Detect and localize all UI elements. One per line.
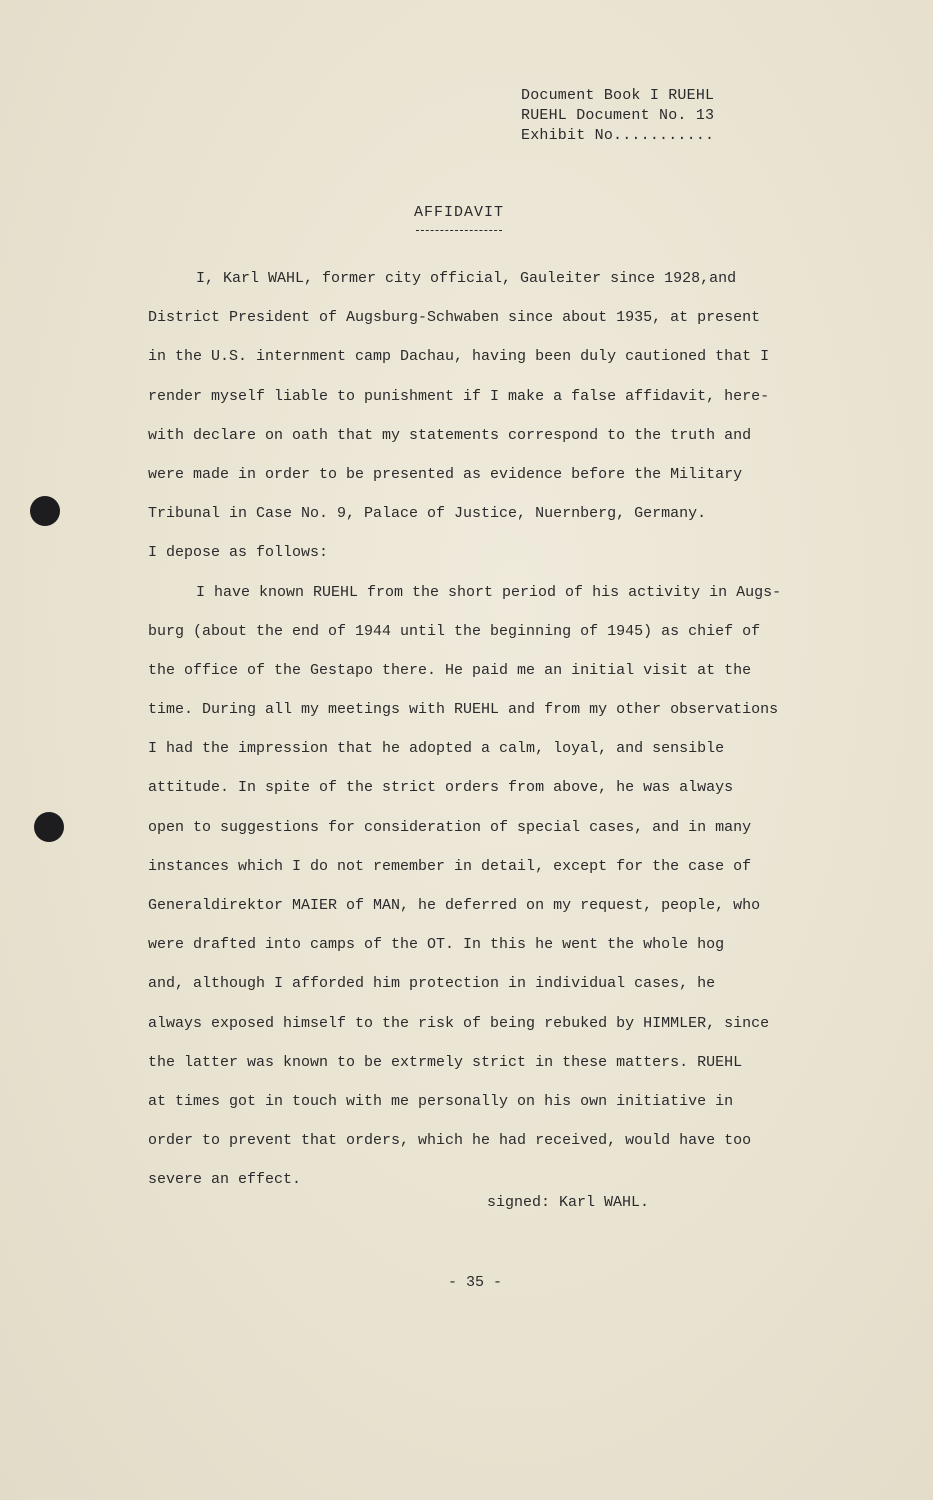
text-line: burg (about the end of 1944 until the beginning of 1945) as chief of	[148, 622, 761, 640]
punch-hole-bottom	[34, 812, 64, 842]
document-number-line: RUEHL Document No. 13	[521, 107, 715, 124]
text-line: with declare on oath that my statements correspond to the truth and	[148, 426, 752, 444]
text-line: always exposed himself to the risk of being rebuked by HIMMLER, since	[148, 1014, 770, 1032]
text-line: at times got in touch with me personally on his own initiative in	[148, 1092, 734, 1110]
affidavit-title: AFFIDAVIT	[414, 204, 505, 221]
text-line: order to prevent that orders, which he had received, would have too	[148, 1132, 752, 1150]
document-reference-block	[521, 86, 714, 146]
title-underline	[416, 230, 502, 231]
text-line: attitude. In spite of the strict orders from above, he was always	[148, 779, 734, 797]
affidavit-body	[148, 259, 848, 1200]
text-line: time. During all my meetings with RUEHL and from my other observations	[148, 701, 779, 719]
text-line: Tribunal in Case No. 9, Palace of Justice, Nuernberg, Germany.	[148, 505, 707, 523]
text-line: I depose as follows:	[148, 544, 329, 562]
text-line: were drafted into camps of the OT. In this he went the whole hog	[148, 936, 725, 954]
text-line: instances which I do not remember in detail, except for the case of	[148, 857, 752, 875]
punch-hole-top	[30, 496, 60, 526]
page-number: - 35 -	[448, 1274, 503, 1291]
text-line: severe an effect.	[148, 1171, 302, 1189]
text-line: the office of the Gestapo there. He paid me an initial visit at the	[148, 661, 752, 679]
text-line: and, although I afforded him protection in individual cases, he	[148, 975, 716, 993]
text-line: I have known RUEHL from the short period of his activity in Augs-	[196, 583, 782, 601]
text-line: in the U.S. internment camp Dachau, having been duly cautioned that I	[148, 348, 770, 366]
signature-line: signed: Karl WAHL.	[487, 1194, 650, 1211]
text-line: District President of Augsburg-Schwaben since about 1935, at present	[148, 309, 761, 327]
document-book-line: Document Book I RUEHL	[521, 87, 715, 104]
text-line: the latter was known to be extrmely strict in these matters. RUEHL	[148, 1053, 743, 1071]
text-line: I, Karl WAHL, former city official, Gauleiter since 1928,and	[196, 270, 737, 287]
text-line: I had the impression that he adopted a calm, loyal, and sensible	[148, 740, 725, 758]
text-line: render myself liable to punishment if I make a false affidavit, here-	[148, 387, 770, 405]
text-line: open to suggestions for consideration of special cases, and in many	[148, 818, 752, 836]
text-line: were made in order to be presented as evidence before the Military	[148, 465, 743, 483]
text-line: Generaldirektor MAIER of MAN, he deferred on my request, people, who	[148, 897, 761, 914]
exhibit-number-line: Exhibit No...........	[521, 127, 715, 144]
